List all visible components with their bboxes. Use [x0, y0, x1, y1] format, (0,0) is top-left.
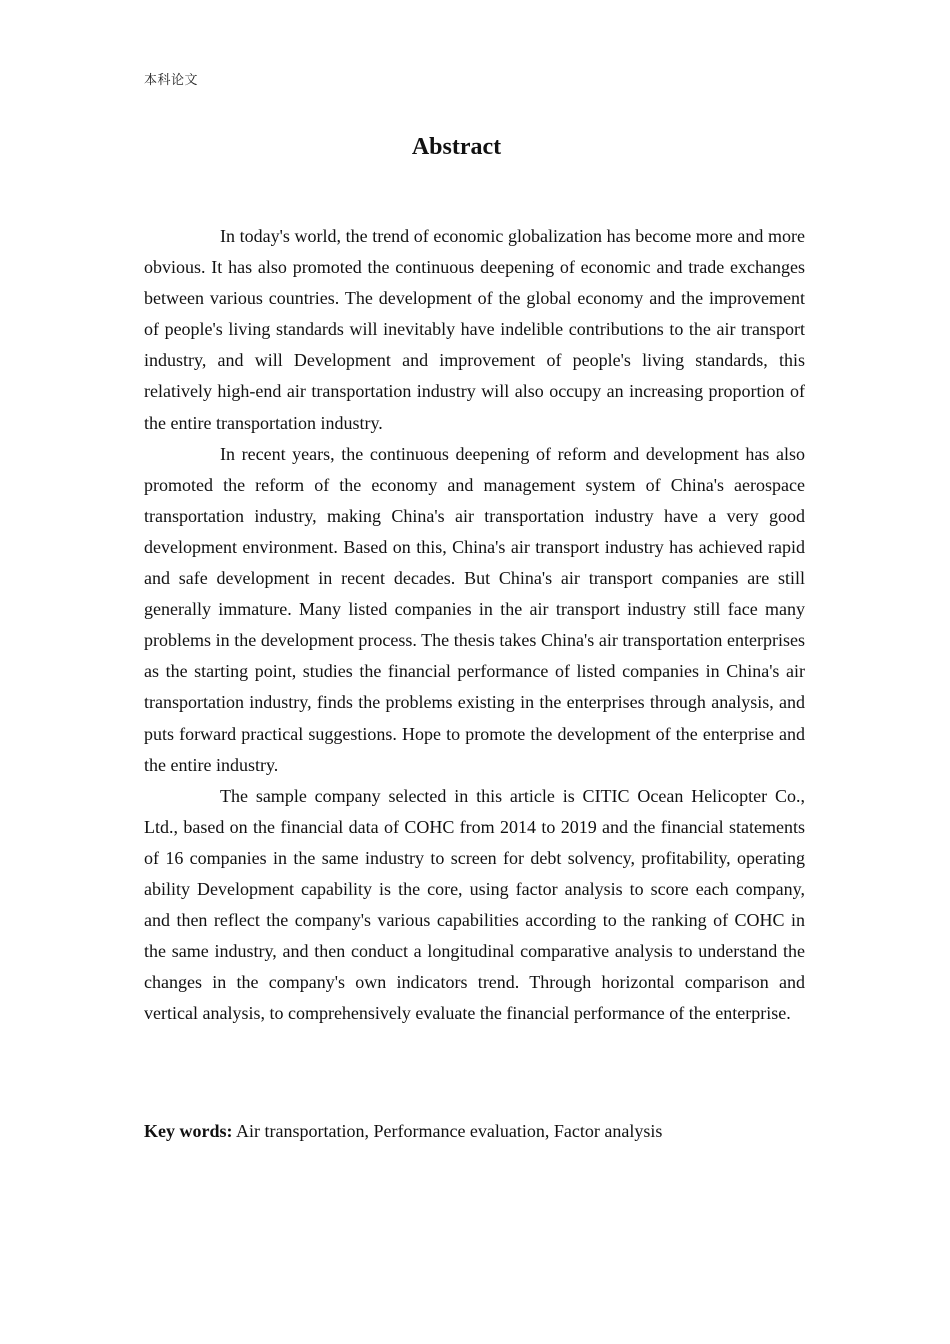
keywords-label: Key words: [144, 1121, 233, 1141]
abstract-paragraph-2: In recent years, the continuous deepening of reform and development has also promoted the reform of the economy and management system of China's aerospace transportation industry, making China's air transportation industry have a very good development environment. Based on this, China's air transport industry has achieved rapid and safe development in recent decades. But China's air transport companies are still generally immature. Many listed companies in the air transport industry still face many problems in the development process. The thesis takes China's air transportation enterprises as the starting point, studies the financial performance of listed companies in China's air transportation industry, finds the problems existing in the enterprises through analysis, and puts forward practical suggestions. Hope to promote the development of the enterprise and the entire industry. [144, 443, 805, 775]
running-header: 本科论文 [144, 73, 199, 88]
keywords-text: Air transportation, Performance evaluation, Factor analysis [236, 1121, 663, 1141]
abstract-body [144, 221, 805, 1029]
abstract-title: Abstract [411, 134, 502, 160]
keywords-line [144, 1116, 805, 1147]
abstract-paragraph-1: In today's world, the trend of economic globalization has become more and more obvious. It has also promoted the continuous deepening of economic and trade exchanges between various countries. The development of the global economy and the improvement of people's living standards will inevitably have indelible contributions to the air transport industry, and will Development and improvement of people's living standards, this relatively high-end air transportation industry will also occupy an increasing proportion of the entire transportation industry. [144, 226, 805, 433]
abstract-paragraph-3: The sample company selected in this article is CITIC Ocean Helicopter Co., Ltd., based on the financial data of COHC from 2014 to 2019 and the financial statements of 16 companies in the same industry to screen for debt solvency, profitability, operating ability Development capability is the core, using factor analysis to score each company, and then reflect the company's various capabilities according to the ranking of COHC in the same industry, and then conduct a longitudinal comparative analysis to understand the changes in the company's own indicators trend. Through horizontal comparison and vertical analysis, to comprehensively evaluate the financial performance of the enterprise. [144, 785, 805, 1024]
